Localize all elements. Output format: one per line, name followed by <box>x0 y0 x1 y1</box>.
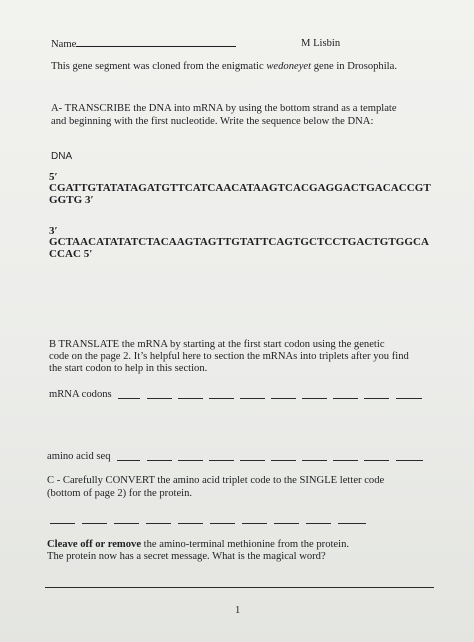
mrna-codon-blank[interactable] <box>147 398 172 399</box>
secret-message-question: The protein now has a secret message. What is the magical word? <box>47 551 326 562</box>
letter-code-blank[interactable] <box>242 523 267 524</box>
letter-code-blank[interactable] <box>274 523 299 524</box>
bottom-strand-seq1: GCTAACATATATCTACAAGTAGTTGTATTCAGTGCTCCTGACTGTGGCA <box>49 236 429 248</box>
mrna-codon-blank[interactable] <box>364 398 389 399</box>
amino-acid-blank[interactable] <box>209 460 234 461</box>
top-strand-prime-start: 5′ <box>49 171 58 183</box>
section-a-line2: and beginning with the first nucleotide. Write the sequence below the DNA: <box>51 116 374 127</box>
bottom-strand-seq2: CCAC 5′ <box>49 248 93 260</box>
amino-acid-blank[interactable] <box>396 460 423 461</box>
amino-acid-blank[interactable] <box>117 460 140 461</box>
amino-acid-seq-label: amino acid seq <box>47 451 111 462</box>
section-b-line3: the start codon to help in this section. <box>49 363 208 374</box>
letter-code-blank[interactable] <box>146 523 171 524</box>
intro-line: This gene segment was cloned from the enigmatic wedoneyet gene in Drosophila. <box>51 61 397 72</box>
cleave-line <box>47 539 349 550</box>
amino-acid-blank[interactable] <box>302 460 327 461</box>
mrna-codon-blank[interactable] <box>178 398 203 399</box>
name-label: Name <box>51 39 77 50</box>
section-b-line1: B TRANSLATE the mRNA by starting at the first start codon using the genetic <box>49 339 385 350</box>
author: M Lisbin <box>301 38 341 49</box>
letter-code-blank[interactable] <box>50 523 75 524</box>
mrna-codons-label: mRNA codons <box>49 389 112 400</box>
letter-code-blank[interactable] <box>338 523 366 524</box>
amino-acid-blank[interactable] <box>147 460 172 461</box>
letter-code-blank[interactable] <box>82 523 107 524</box>
dna-label: DNA <box>51 151 73 162</box>
mrna-codon-blank[interactable] <box>240 398 265 399</box>
bottom-strand-prime-start: 3′ <box>49 225 58 237</box>
cleave-rest: the amino-terminal methionine from the protein. <box>141 539 350 550</box>
section-b-line2: code on the page 2. It’s helpful here to section the mRNAs into triplets after you find <box>49 351 409 362</box>
mrna-codon-blank[interactable] <box>302 398 327 399</box>
name-row <box>51 39 236 50</box>
section-c-line1: C - Carefully CONVERT the amino acid triplet code to the SINGLE letter code <box>47 475 385 486</box>
top-strand-seq2: GGTG 3′ <box>49 194 94 206</box>
answer-line[interactable] <box>45 587 434 588</box>
section-a-line1: A- TRANSCRIBE the DNA into mRNA by using the bottom strand as a template <box>51 103 397 114</box>
page-number: 1 <box>235 605 241 616</box>
mrna-codon-blank[interactable] <box>396 398 422 399</box>
mrna-codon-blank[interactable] <box>271 398 296 399</box>
amino-acid-blank[interactable] <box>271 460 296 461</box>
amino-acid-blank[interactable] <box>240 460 265 461</box>
gene-name: wedoneyet <box>266 61 312 72</box>
amino-acid-blank[interactable] <box>178 460 203 461</box>
name-blank[interactable] <box>76 46 236 47</box>
letter-code-blank[interactable] <box>306 523 331 524</box>
letter-code-blank[interactable] <box>114 523 139 524</box>
letter-code-blank[interactable] <box>210 523 235 524</box>
letter-code-blank[interactable] <box>178 523 203 524</box>
mrna-codon-blank[interactable] <box>333 398 358 399</box>
top-strand-seq1: CGATTGTATATAGATGTTCATCAACATAAGTCACGAGGACTGACACCGT <box>49 182 431 194</box>
amino-acid-blank[interactable] <box>333 460 358 461</box>
mrna-codon-blank[interactable] <box>118 398 140 399</box>
cleave-bold: Cleave off or remove <box>47 539 142 550</box>
amino-acid-blank[interactable] <box>364 460 389 461</box>
section-c-line2: (bottom of page 2) for the protein. <box>47 488 193 499</box>
mrna-codon-blank[interactable] <box>209 398 234 399</box>
